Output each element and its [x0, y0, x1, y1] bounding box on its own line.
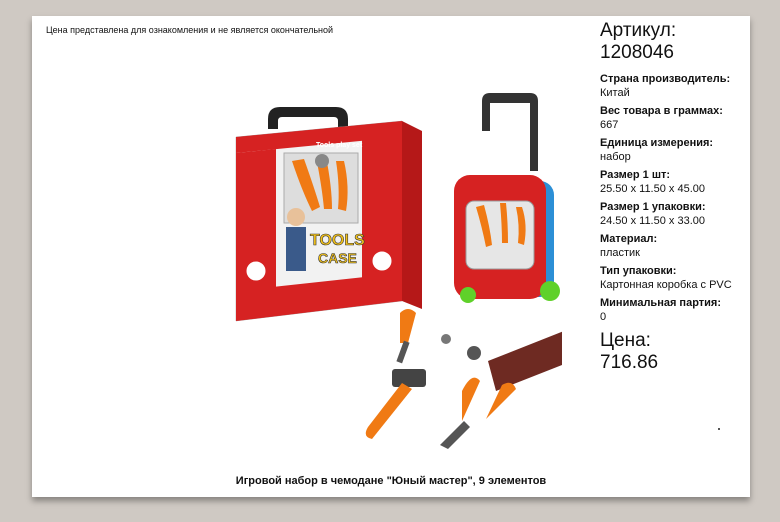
spec-material [600, 232, 750, 260]
spec-label: Единица измерения: [600, 137, 714, 149]
product-caption: Игровой набор в чемодане "Юный мастер", 9 элементов [235, 475, 547, 487]
spec-label: Минимальная партия: [600, 297, 721, 309]
spec-size-item [600, 168, 750, 196]
toy-box-illustration [236, 107, 422, 321]
toy-trolley-illustration [454, 93, 560, 303]
spec-value: 667 [600, 119, 619, 131]
spec-value: 24.50 x 11.50 x 33.00 [600, 215, 705, 227]
spec-label: Размер 1 упаковки: [600, 201, 706, 213]
article-value: 1208046 [600, 42, 674, 63]
spec-value: 0 [600, 311, 607, 323]
box-top-text: Tools play set [316, 142, 363, 149]
spec-value: Китай [600, 87, 630, 99]
spec-label: Страна производитель: [600, 73, 731, 85]
spec-label: Тип упаковки: [600, 265, 677, 277]
price-value: 716.86 [600, 352, 659, 373]
spec-weight [600, 104, 750, 132]
loose-tools-illustration [366, 309, 562, 449]
spec-value: набор [600, 151, 631, 163]
product-photo [232, 91, 562, 461]
spec-label: Материал: [600, 233, 658, 245]
price-disclaimer: Цена представлена для ознакомления и не является окончательной [46, 25, 334, 35]
spec-country [600, 72, 750, 100]
spec-value: Картонная коробка с PVC [600, 279, 732, 291]
spec-min-batch [600, 296, 750, 324]
spec-label: Размер 1 шт: [600, 169, 671, 181]
box-logo-bottom: CASE [318, 250, 357, 266]
spec-label: Вес товара в граммах: [600, 105, 723, 117]
spec-value: 25.50 x 11.50 x 45.00 [600, 183, 705, 195]
article-label: Артикул: [600, 20, 677, 41]
price-block [600, 330, 750, 374]
spec-value: пластик [600, 247, 640, 259]
spec-package-type [600, 264, 750, 292]
product-sheet [32, 16, 750, 497]
spec-size-package [600, 200, 750, 228]
specs-panel [600, 20, 750, 374]
spec-unit [600, 136, 750, 164]
price-label: Цена: [600, 330, 651, 351]
box-logo-top: TOOLS [310, 232, 365, 249]
stray-dot [718, 428, 720, 430]
